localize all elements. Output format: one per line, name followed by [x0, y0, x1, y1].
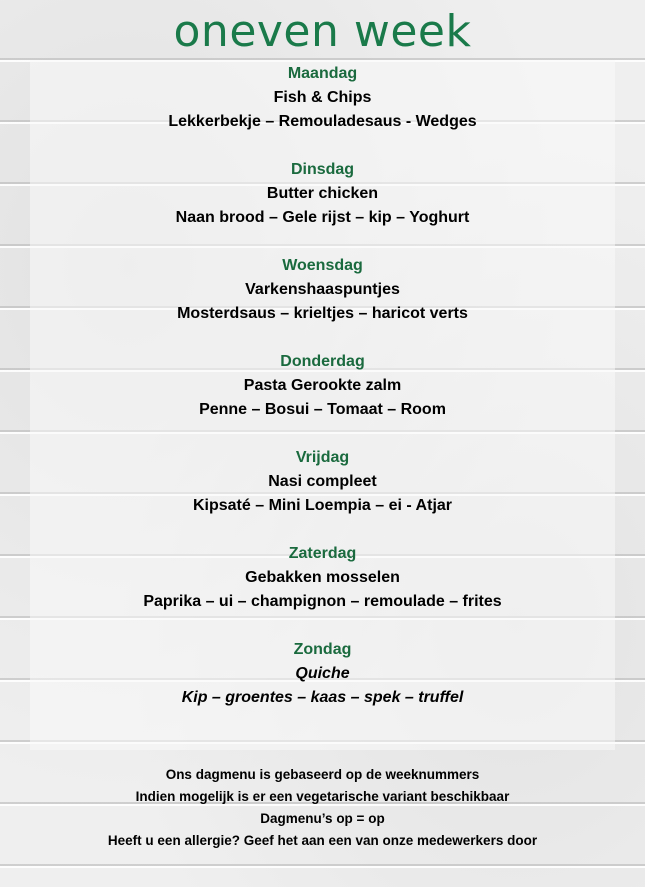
day-wednesday: [0, 254, 645, 350]
day-tuesday: [0, 158, 645, 254]
dish-sides: Mosterdsaus – krieltjes – haricot verts: [177, 305, 468, 322]
day-name: Dinsdag: [290, 161, 355, 178]
day-thursday: [0, 350, 645, 446]
day-name: Maandag: [287, 65, 358, 82]
dish-sides: Kipsaté – Mini Loempia – ei - Atjar: [192, 497, 453, 514]
dish-name: Nasi compleet: [268, 473, 377, 490]
footer-line: Heeft u een allergie? Geef het aan een van onze medewerkers door: [107, 833, 538, 848]
day-name: Donderdag: [280, 353, 365, 370]
footer-line: Ons dagmenu is gebaseerd op de weeknummers: [165, 767, 480, 782]
day-name: Zondag: [293, 641, 352, 658]
dish-sides: Paprika – ui – champignon – remoulade – frites: [143, 593, 502, 610]
day-friday: [0, 446, 645, 542]
day-name: Woensdag: [282, 257, 363, 274]
day-name: Vrijdag: [295, 449, 350, 466]
dish-name: Varkenshaaspuntjes: [245, 281, 400, 298]
footer-line: Dagmenu’s op = op: [260, 811, 385, 826]
page-title: oneven week: [173, 6, 472, 57]
footer-line: Indien mogelijk is er een vegetarische variant beschikbaar: [135, 789, 510, 804]
dish-name: Quiche: [295, 665, 350, 682]
day-list: [0, 62, 645, 734]
dish-sides: Penne – Bosui – Tomaat – Room: [199, 401, 446, 418]
dish-name: Fish & Chips: [273, 89, 372, 106]
dish-name: Gebakken mosselen: [245, 569, 400, 586]
dish-sides: Kip – groentes – kaas – spek – truffel: [181, 689, 464, 706]
dish-sides: Naan brood – Gele rijst – kip – Yoghurt: [175, 209, 470, 226]
footer-notes: [0, 764, 645, 852]
dish-name: Butter chicken: [266, 185, 379, 202]
dish-sides: Lekkerbekje – Remouladesaus - Wedges: [168, 113, 477, 130]
day-monday: [0, 62, 645, 158]
day-sunday: [0, 638, 645, 734]
dish-name: Pasta Gerookte zalm: [243, 377, 402, 394]
day-name: Zaterdag: [288, 545, 357, 562]
day-saturday: [0, 542, 645, 638]
